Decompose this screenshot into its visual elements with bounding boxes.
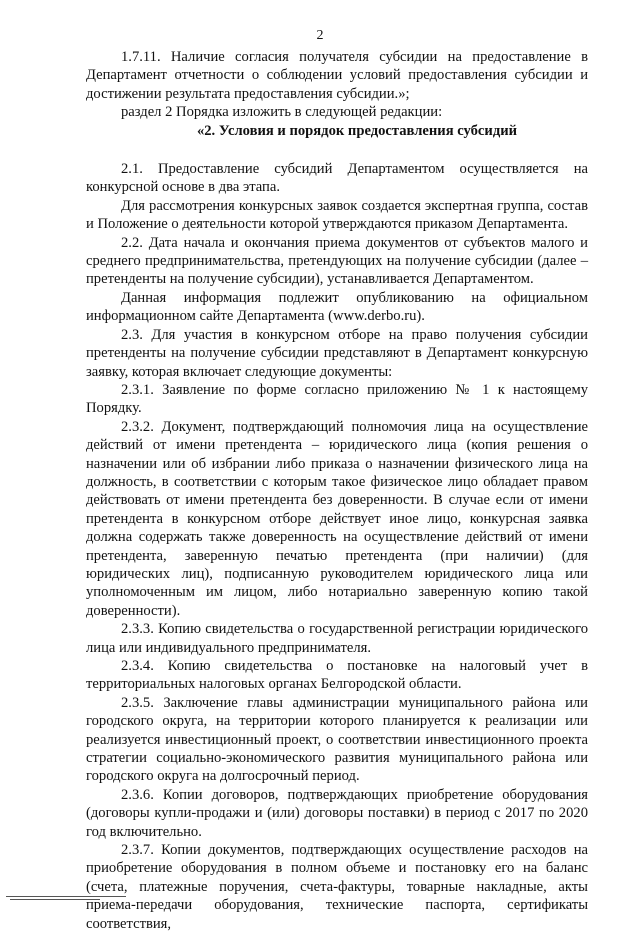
paragraph-2-3: 2.3. Для участия в конкурсном отборе на право получения субсидии претенденты на получение субсидии представляют в Департамент конкурсную заявку, которая включает следующие документы:: [86, 326, 588, 380]
paragraph-2-3-4: 2.3.4. Копию свидетельства о постановке на налоговый учет в территориальных налоговых органах Белгородской области.: [86, 658, 588, 693]
paragraph-2-3-3: 2.3.3. Копию свидетельства о государственной регистрации юридического лица или индивидуального предпринимателя.: [86, 621, 588, 656]
paragraph-2-1-expert-group: Для рассмотрения конкурсных заявок создается экспертная группа, состав и Положение о деятельности которой утверждаются приказом Департамента.: [86, 197, 588, 233]
paragraph-section-intro: раздел 2 Порядка изложить в следующей редакции:: [121, 104, 443, 121]
paragraph-2-3-1: 2.3.1. Заявление по форме согласно приложению № 1 к настоящему Порядку.: [86, 381, 588, 417]
paragraph-2-3-2: 2.3.2. Документ, подтверждающий полномочия лица на осуществление действий от имени претендента – юридического лица (копия решения о назначении или об избрании либо приказа о назначении физического лица на должность, в соответствии с которым такое физическое лицо обладает правом действовать от имени претендента без доверенности. В случае если от имени претендента в конкурсном отборе действует иное лицо, конкурсная заявка должна содержать также доверенность на осуществление действий от имени претендента, заверенную печатью претендента (при наличии) (для юридических лиц), подписанную руководителем юридического лица или уполномоченным им лицом, либо нотариально заверенную копию такой доверенности).: [86, 418, 588, 619]
paragraph-2-2-publication: Данная информация подлежит опубликованию на официальном информационном сайте Департамента (www.derbo.ru).: [86, 289, 588, 325]
paragraph-2-1: 2.1. Предоставление субсидий Департаментом осуществляется на конкурсной основе в два этапа.: [86, 161, 588, 196]
footer-rule: [6, 896, 126, 897]
page-number: 2: [316, 28, 324, 43]
paragraph-2-2: 2.2. Дата начала и окончания приема документов от субъектов малого и среднего предпринимательства, претендующих на получение субсидии (далее – претенденты на получение субсидии), устанавливается Департаментом.: [86, 234, 588, 288]
section-heading: «2. Условия и порядок предоставления субсидий: [196, 122, 518, 139]
paragraph-2-3-5: 2.3.5. Заключение главы администрации муниципального района или городского округа, на территории которого планируется к реализации или реализуется инвестиционный проект, о соответствии инвестиционного проекта стратегии социально-экономического развития муниципального района или городского округа на долгосрочный период.: [86, 694, 588, 785]
paragraph-1-7-11: 1.7.11. Наличие согласия получателя субсидии на предоставление в Департамент отчетности о соблюдении условий предоставления субсидии и достижении результата предоставления субсидии.»;: [86, 49, 588, 102]
document-body: [86, 48, 588, 933]
paragraph-2-3-7: 2.3.7. Копии документов, подтверждающих осуществление расходов на приобретение оборудования в полном объеме и постановку его на баланс (счета, платежные поручения, счета-фактуры, товарные накладные, акты приема-передачи оборудования, технические паспорта, сертификаты соответствия,: [86, 842, 588, 932]
footer-rule-secondary: [10, 899, 100, 900]
paragraph-2-3-6: 2.3.6. Копии договоров, подтверждающих приобретение оборудования (договоры купли-продажи и (или) договоры поставки) в период с 2017 по 2020 год включительно.: [86, 786, 588, 840]
